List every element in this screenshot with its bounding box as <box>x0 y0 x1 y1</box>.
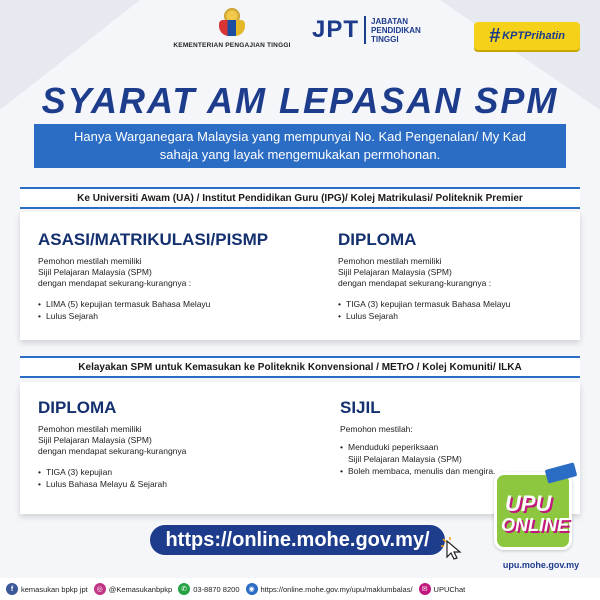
column-text <box>38 424 186 457</box>
web-icon: ◉ <box>246 583 258 595</box>
jpt-divider <box>364 16 366 44</box>
section2-left-column <box>38 398 186 490</box>
footer-text: kemasukan bpkp jpt <box>21 584 88 594</box>
jpt-line: JABATAN <box>371 16 409 26</box>
text-line: dengan mendapat sekurang-kurangnya : <box>38 278 192 288</box>
footer-text: @Kemasukanbpkp <box>108 584 173 594</box>
column-heading: DIPLOMA <box>38 398 117 417</box>
notice-line: Hanya Warganegara Malaysia yang mempunyai No. Kad Pengenalan/ My Kad <box>74 129 526 144</box>
section1-card <box>20 212 580 340</box>
text-line: Pemohon mestilah memiliki <box>38 256 142 266</box>
requirements-list <box>38 298 268 322</box>
text-line: Pemohon mestilah memiliki <box>38 424 142 434</box>
chat-icon: ✉ <box>419 583 431 595</box>
text-line: dengan mendapat sekurang-kurangnya : <box>338 278 492 288</box>
list-item: • Lulus Bahasa Melayu & Sejarah <box>38 478 186 490</box>
column-heading: SIJIL <box>340 398 381 417</box>
list-item: • Lulus Sejarah <box>338 310 510 322</box>
section2-right-column <box>340 398 495 477</box>
page-title: SYARAT AM LEPASAN SPM <box>41 80 559 121</box>
footer-phone[interactable] <box>178 583 239 595</box>
upu-logo-line1: UPU <box>505 491 552 516</box>
list-item-text: Menduduki peperiksaan <box>348 442 439 452</box>
column-text: Pemohon mestilah: <box>340 424 413 434</box>
footer-facebook[interactable] <box>6 583 88 595</box>
text-line: Sijil Pelajaran Malaysia (SPM) <box>38 435 152 445</box>
jpt-short: JPT <box>312 16 360 43</box>
footer-contact-bar <box>0 578 600 600</box>
list-item: • Boleh membaca, menulis dan mengira. <box>340 465 495 477</box>
section1-right-column <box>338 230 510 322</box>
crest-icon <box>215 8 249 38</box>
list-item-subtext: Sijil Pelajaran Malaysia (SPM) <box>348 454 462 464</box>
upu-logo-line2: ONLINE <box>501 515 570 535</box>
footer-text: https://online.mohe.gov.my/upu/maklumbalas/ <box>260 584 413 594</box>
footer-instagram[interactable] <box>94 583 172 595</box>
column-text <box>338 256 510 289</box>
jpt-fullname <box>371 17 421 44</box>
instagram-icon: ◎ <box>94 583 106 595</box>
jpt-line: PENDIDIKAN <box>371 25 421 35</box>
hashtag-badge <box>474 22 580 50</box>
text-line: Sijil Pelajaran Malaysia (SPM) <box>338 267 452 277</box>
section1-left-column <box>38 230 268 322</box>
column-heading: DIPLOMA <box>338 230 417 249</box>
phone-icon: ✆ <box>178 583 190 595</box>
jpt-logo <box>312 16 421 44</box>
upu-url[interactable]: upu.mohe.gov.my <box>502 560 580 570</box>
cursor-click-icon <box>441 537 467 561</box>
section2-band: Kelayakan SPM untuk Kemasukan ke Politeknik Konvensional / METrO / Kolej Komuniti/ ILKA <box>20 356 580 378</box>
facebook-icon: f <box>6 583 18 595</box>
ministry-name: KEMENTERIAN PENGAJIAN TINGGI <box>173 42 291 49</box>
footer-text: UPUChat <box>433 584 466 594</box>
list-item: • TIGA (3) kepujian <box>38 466 186 478</box>
requirements-list <box>340 441 495 477</box>
requirements-list <box>38 466 186 490</box>
footer-web[interactable] <box>246 583 413 595</box>
ministry-logo <box>172 8 292 49</box>
column-text <box>38 256 268 289</box>
notice-line: sahaja yang layak mengemukakan permohonan. <box>159 147 441 162</box>
jpt-line: TINGGI <box>371 34 399 44</box>
upu-online-logo <box>488 466 594 576</box>
section1-band: Ke Universiti Awam (UA) / Institut Pendidikan Guru (IPG)/ Kolej Matrikulasi/ Politeknik Premier <box>20 187 580 209</box>
header <box>0 8 600 60</box>
list-item: • TIGA (3) kepujian termasuk Bahasa Melayu <box>338 298 510 310</box>
list-item: • LIMA (5) kepujian termasuk Bahasa Melayu <box>38 298 268 310</box>
list-item <box>340 441 495 465</box>
text-line: Pemohon mestilah memiliki <box>338 256 442 266</box>
list-item: • Lulus Sejarah <box>38 310 268 322</box>
text-line: dengan mendapat sekurang-kurangnya <box>38 446 187 456</box>
footer-text: 03-8870 8200 <box>193 584 240 594</box>
footer-chat[interactable] <box>419 583 466 595</box>
hashtag-text: KPTPrihatin <box>502 30 566 42</box>
online-url-link[interactable]: https://online.mohe.gov.my/ <box>150 525 445 555</box>
requirements-list <box>338 298 510 322</box>
upu-logo-box <box>494 472 572 550</box>
hash-icon: # <box>488 24 501 47</box>
column-heading: ASASI/MATRIKULASI/PISMP <box>38 230 269 249</box>
text-line: Sijil Pelajaran Malaysia (SPM) <box>38 267 152 277</box>
notice-banner <box>34 124 566 168</box>
